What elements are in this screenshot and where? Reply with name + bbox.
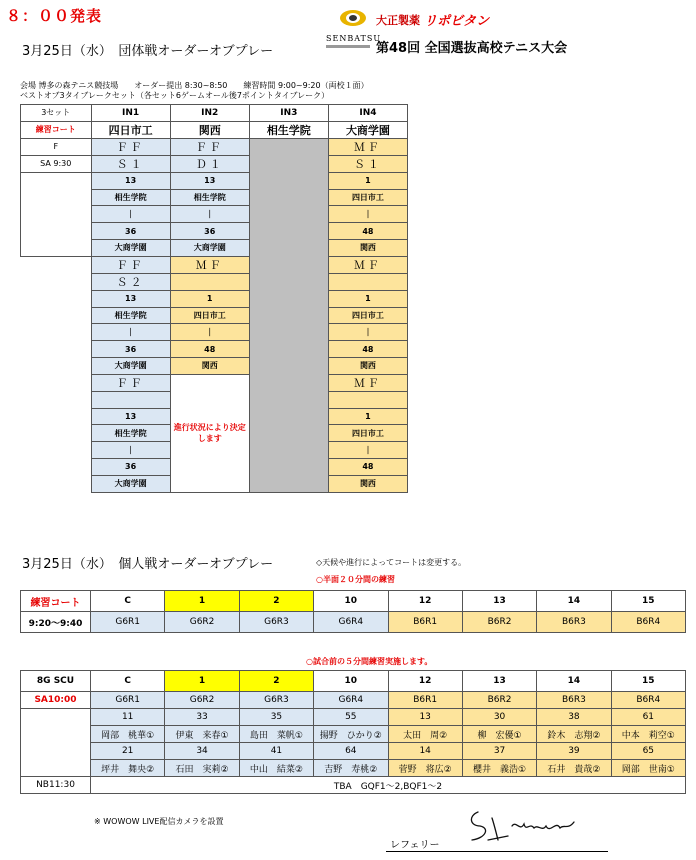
in2-cell: ｜ xyxy=(170,324,249,341)
taisho-logo-icon xyxy=(340,10,366,26)
player-cell: 島田 菜帆① xyxy=(239,726,313,743)
sets-label: 3セット xyxy=(21,105,92,122)
senbatsu-logo: SENBATSU xyxy=(326,34,382,43)
in4-cell: 48 xyxy=(328,341,407,358)
team-title: 3月25日（水） 団体戦オーダーオブプレー xyxy=(22,44,274,59)
in4-cell: ｜ xyxy=(328,324,407,341)
player-cell: 櫻井 義浩① xyxy=(462,760,536,777)
court-header: 15 xyxy=(611,591,685,612)
court-header: IN1 xyxy=(91,105,170,122)
in1-cell: ＦＦ xyxy=(91,256,170,273)
in1-cell: 大商学園 xyxy=(91,239,170,256)
in2-cell: 36 xyxy=(170,223,249,240)
player-cell: 岡部 世南① xyxy=(611,760,685,777)
in2-cell: 13 xyxy=(170,172,249,189)
court-header: 14 xyxy=(537,671,611,692)
court-header: 13 xyxy=(462,671,536,692)
in1-cell xyxy=(91,391,170,408)
court-header: IN3 xyxy=(249,105,328,122)
in2-cell: 1 xyxy=(170,290,249,307)
practice-note: ○半面２０分間の練習 xyxy=(316,575,395,584)
player-cell: 伊東 来春① xyxy=(165,726,239,743)
team-order-table xyxy=(20,104,408,493)
in2-cell: ｜ xyxy=(170,206,249,223)
court-header: 12 xyxy=(388,591,462,612)
in2-cell: 大商学園 xyxy=(170,239,249,256)
player-cell: 石井 貴哉② xyxy=(537,760,611,777)
in1-cell: 相生学院 xyxy=(91,189,170,206)
court-header: 1 xyxy=(165,591,239,612)
nb-text: TBA GQF1～2,BQF1～2 xyxy=(91,777,686,794)
in1-cell: ｜ xyxy=(91,324,170,341)
court-header: 13 xyxy=(462,591,536,612)
venue-line-1: 会場 博多の森テニス競技場 オーダー提出 8:30~8:50 練習時間 9:00~9:20（両校１面） xyxy=(20,81,369,90)
court-header: 14 xyxy=(537,591,611,612)
in4-cell: ＭＦ xyxy=(328,138,407,155)
in1-cell: ｜ xyxy=(91,442,170,459)
in1-cell: 36 xyxy=(91,341,170,358)
round-cell: B6R1 xyxy=(388,692,462,709)
empty-cell xyxy=(21,709,91,777)
announcement: ８：００発表 xyxy=(6,7,103,25)
seed-cell: 55 xyxy=(314,709,388,726)
court-header: IN2 xyxy=(170,105,249,122)
seed-cell: 37 xyxy=(462,743,536,760)
player-cell: 太田 周② xyxy=(388,726,462,743)
indiv-title: 3月25日（水） 個人戦オーダーオブプレー xyxy=(22,557,274,572)
in1-cell: Ｓ２ xyxy=(91,273,170,290)
in4-cell xyxy=(328,273,407,290)
in1-cell: 13 xyxy=(91,290,170,307)
in1-cell: 36 xyxy=(91,458,170,475)
round-cell: B6R4 xyxy=(611,692,685,709)
empty-cell xyxy=(21,172,92,256)
in1-cell: 相生学院 xyxy=(91,425,170,442)
in2-cell: ＦＦ xyxy=(170,138,249,155)
seed-cell: 41 xyxy=(239,743,313,760)
round-cell: G6R2 xyxy=(165,612,239,633)
seed-cell: 34 xyxy=(165,743,239,760)
in1-cell: ｜ xyxy=(91,206,170,223)
in2-cell: 48 xyxy=(170,341,249,358)
practice-team: 相生学院 xyxy=(249,121,328,138)
prematch-note: ○試合前の５分間練習実施します。 xyxy=(306,657,433,666)
in2-cell: 四日市工 xyxy=(170,307,249,324)
player-cell: 岡部 桃華① xyxy=(91,726,165,743)
match-table-label: 8G SCU xyxy=(21,671,91,692)
practice-team: 四日市工 xyxy=(91,121,170,138)
in3-blocked xyxy=(249,138,328,492)
match-court-table xyxy=(20,670,686,794)
practice-court-label: 練習コート xyxy=(21,121,92,138)
in4-cell: 四日市工 xyxy=(328,425,407,442)
seed-cell: 30 xyxy=(462,709,536,726)
court-header: 2 xyxy=(239,591,313,612)
in1-cell: 大商学園 xyxy=(91,357,170,374)
in4-cell: 関西 xyxy=(328,475,407,492)
practice-court-table xyxy=(20,590,686,633)
seed-cell: 61 xyxy=(611,709,685,726)
in1-cell: 相生学院 xyxy=(91,307,170,324)
practice-table-label: 練習コート xyxy=(21,591,91,612)
in2-cell: ＭＦ xyxy=(170,256,249,273)
sponsor-block xyxy=(326,6,696,62)
player-cell: 石田 実莉② xyxy=(165,760,239,777)
seed-cell: 65 xyxy=(611,743,685,760)
seed-cell: 33 xyxy=(165,709,239,726)
round-cell: G6R3 xyxy=(239,612,313,633)
referee-signature xyxy=(460,806,600,846)
in1-cell: ＦＦ xyxy=(91,138,170,155)
start-time: SA 9:30 xyxy=(21,155,92,172)
round-cell: G6R3 xyxy=(239,692,313,709)
round-cell: B6R1 xyxy=(388,612,462,633)
player-cell: 鈴木 志翔② xyxy=(537,726,611,743)
in1-cell: ＦＦ xyxy=(91,374,170,391)
round-cell: B6R2 xyxy=(462,692,536,709)
player-cell: 柳 宏優① xyxy=(462,726,536,743)
in4-cell: ＭＦ xyxy=(328,374,407,391)
in1-cell: 36 xyxy=(91,223,170,240)
in4-cell: 1 xyxy=(328,172,407,189)
player-cell: 吉野 寿桃② xyxy=(314,760,388,777)
player-cell: 中本 莉空① xyxy=(611,726,685,743)
round-cell: G6R4 xyxy=(314,692,388,709)
court-header: IN4 xyxy=(328,105,407,122)
player-cell: 菅野 将広② xyxy=(388,760,462,777)
venue-line-2: ベストオブ3タイブレークセット（各セット6ゲームオール後7ポイントタイブレーク） xyxy=(20,91,330,100)
senbatsu-underline xyxy=(326,45,370,48)
round-cell: G6R1 xyxy=(91,692,165,709)
in4-cell: 関西 xyxy=(328,357,407,374)
seed-cell: 14 xyxy=(388,743,462,760)
court-header: 10 xyxy=(314,591,388,612)
in1-cell: 大商学園 xyxy=(91,475,170,492)
player-cell: 中山 結菜② xyxy=(239,760,313,777)
in4-cell: 48 xyxy=(328,223,407,240)
sponsor-company: 大正製薬 xyxy=(376,14,420,27)
seed-cell: 11 xyxy=(91,709,165,726)
round-cell: B6R2 xyxy=(462,612,536,633)
player-cell: 揚野 ひかり② xyxy=(314,726,388,743)
seed-cell: 39 xyxy=(537,743,611,760)
in2-cell: Ｄ１ xyxy=(170,155,249,172)
court-header: 10 xyxy=(314,671,388,692)
empty-cell xyxy=(21,256,92,492)
round-cell: B6R3 xyxy=(537,692,611,709)
in2-cell: 関西 xyxy=(170,357,249,374)
seed-cell: 64 xyxy=(314,743,388,760)
court-header: 2 xyxy=(239,671,313,692)
practice-team: 大商学園 xyxy=(328,121,407,138)
referee-label: レフェリー xyxy=(390,840,440,851)
in4-cell: 1 xyxy=(328,408,407,425)
seed-cell: 21 xyxy=(91,743,165,760)
start-time: SA10:00 xyxy=(21,692,91,709)
in4-cell: ｜ xyxy=(328,206,407,223)
in1-cell: 13 xyxy=(91,408,170,425)
in4-cell: 四日市工 xyxy=(328,189,407,206)
in4-cell: ｜ xyxy=(328,442,407,459)
weather-note: ◇天候や進行によってコートは変更する。 xyxy=(316,558,467,567)
seed-cell: 35 xyxy=(239,709,313,726)
in4-cell: 1 xyxy=(328,290,407,307)
in4-cell: Ｓ１ xyxy=(328,155,407,172)
seed-cell: 38 xyxy=(537,709,611,726)
venue-info xyxy=(20,81,369,101)
court-header: 1 xyxy=(165,671,239,692)
in4-cell xyxy=(328,391,407,408)
tournament-name: 第48回 全国選抜高校テニス大会 xyxy=(376,41,568,56)
round-cell: G6R4 xyxy=(314,612,388,633)
in2-note: 進行状況により決定します xyxy=(170,374,249,492)
in4-cell: 48 xyxy=(328,458,407,475)
court-header: C xyxy=(91,591,165,612)
in4-cell: 関西 xyxy=(328,239,407,256)
round-cell: G6R2 xyxy=(165,692,239,709)
in1-cell: 13 xyxy=(91,172,170,189)
nb-time: NB11:30 xyxy=(21,777,91,794)
in4-cell: ＭＦ xyxy=(328,256,407,273)
court-header: C xyxy=(91,671,165,692)
sponsor-product: リポビタン xyxy=(424,14,490,29)
in2-cell xyxy=(170,273,249,290)
player-cell: 坪井 舞央② xyxy=(91,760,165,777)
court-header: 12 xyxy=(388,671,462,692)
practice-team: 関西 xyxy=(170,121,249,138)
round-cell: B6R4 xyxy=(611,612,685,633)
in1-cell: Ｓ１ xyxy=(91,155,170,172)
round-cell: B6R3 xyxy=(537,612,611,633)
in2-cell: 相生学院 xyxy=(170,189,249,206)
practice-time: 9:20～9:40 xyxy=(21,612,91,633)
court-header: 15 xyxy=(611,671,685,692)
round-cell: G6R1 xyxy=(91,612,165,633)
wowow-note: ※ WOWOW LIVE配信カメラを設置 xyxy=(94,817,224,826)
referee-line xyxy=(386,851,608,852)
in4-cell: 四日市工 xyxy=(328,307,407,324)
seed-cell: 13 xyxy=(388,709,462,726)
round-label: F xyxy=(21,138,92,155)
